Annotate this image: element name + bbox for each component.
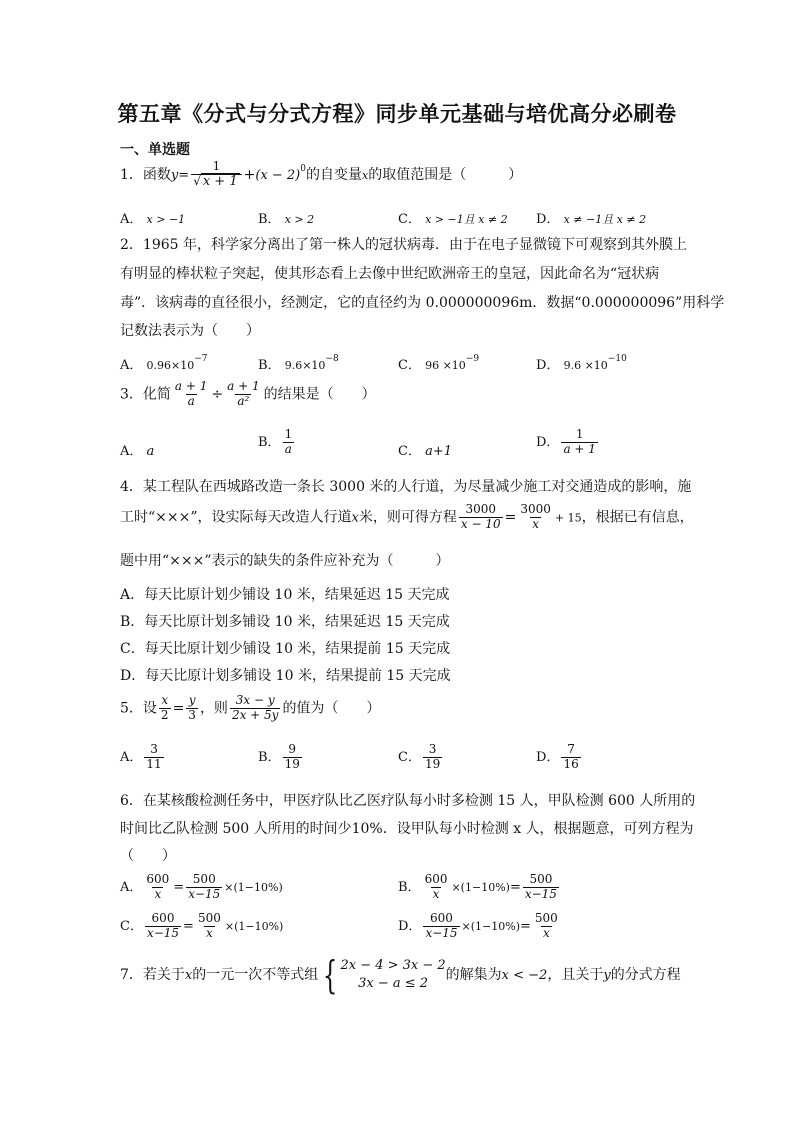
q3-option-a[interactable]: A． a xyxy=(120,444,155,459)
q1-option-a[interactable]: A． x > −1 xyxy=(120,212,186,227)
q1-option-d[interactable]: D． x ≠ −1且 x ≠ 2 xyxy=(536,212,647,227)
q2-option-a[interactable]: A． $0.96\times 10^{-7}$ xyxy=(120,354,208,373)
q4-line-1: 4．某工程队在西城路改造一条长 3000 米的人行道，为尽量减少施工对交通造成的影响，施 xyxy=(120,479,692,495)
q1-paren: (x − 2) xyxy=(255,167,301,183)
q4-option-c[interactable]: C．每天比原计划少铺设 10 米，结果提前 15 天完成 xyxy=(120,641,451,657)
q2-line-3: 毒”．该病毒的直径很小，经测定，它的直径约为 0.000000096m．数据“0.000000096”用科学 xyxy=(120,295,725,311)
q2-option-b[interactable]: B． $9.6\times 10^{-8}$ xyxy=(258,354,339,373)
q5-option-c[interactable]: C． $\frac{3}{19}$ xyxy=(398,742,441,771)
q1-equals: = xyxy=(178,167,190,183)
q1-option-c[interactable]: C． x > −1且 x ≠ 2 xyxy=(398,212,508,227)
q5-option-d[interactable]: D． $\frac{7}{16}$ xyxy=(536,742,579,771)
q6-option-d[interactable]: D． $\frac{600}{x-15}$ ×(1−10%)= $\frac{500}{x}$ xyxy=(398,911,558,940)
q1-fraction: $\frac{1}{√ x + 1}$ xyxy=(191,160,241,190)
q7-inequality-system: { 2x − 4 > 3x − 2 3x − a ≤ 2 xyxy=(323,953,446,997)
q5-option-b[interactable]: B． $\frac{9}{19}$ xyxy=(258,742,300,771)
page-title: 第五章《分式与分式方程》同步单元基础与培优高分必刷卷 xyxy=(117,101,677,126)
q4-option-a[interactable]: A．每天比原计划少铺设 10 米，结果延迟 15 天完成 xyxy=(120,587,450,603)
q4-option-d[interactable]: D．每天比原计划多铺设 10 米，结果提前 15 天完成 xyxy=(120,668,451,684)
section-heading: 一、单选题 xyxy=(120,142,190,158)
q4-line-2: 工时“×××”，设实际每天改造人行道x米，则可得方程 $\frac{3000}{x - 10}$ = $\frac{3000}{x}$ + 15，根据已有信息， xyxy=(120,502,694,531)
q6-line-1: 6．在某核酸检测任务中，甲医疗队比乙医疗队每小时多检测 15 人，甲队检测 600 人所用的 xyxy=(120,793,696,809)
q2-line-2: 有明显的棒状粒子突起，使其形态看上去像中世纪欧洲帝王的皇冠，因此命名为“冠状病 xyxy=(120,266,660,282)
q2-option-d[interactable]: D． $9.6 \times 10^{-10}$ xyxy=(536,354,627,373)
q3-option-b[interactable]: B． $\frac{1}{a}$ xyxy=(258,427,293,456)
q6-line-3: （ ） xyxy=(120,848,176,864)
q2-line-4: 记数法表示为（ ） xyxy=(120,323,260,339)
q4-option-b[interactable]: B．每天比原计划多铺设 10 米，结果延迟 15 天完成 xyxy=(120,614,450,630)
q2-line-1: 2．1965 年，科学家分离出了第一株人的冠状病毒．由于在电子显微镜下可观察到其外膜上 xyxy=(120,237,687,253)
q3-option-d[interactable]: D． $\frac{1}{a + 1}$ xyxy=(536,427,596,456)
q6-option-b[interactable]: B． $\frac{600}{x}$ ×(1−10%)= $\frac{500}{x-15}$ xyxy=(398,872,557,901)
q1-option-b[interactable]: B． x > 2 xyxy=(258,212,315,227)
q6-line-2: 时间比乙队检测 500 人所用的时间少10%．设甲队每小时检测 x 人，根据题意，可列方程为 xyxy=(120,821,694,837)
q1-var-y: y xyxy=(170,167,179,183)
question-5: 5．设 $\frac{x}{2}$ = $\frac{y}{3}$ ，则 $\frac{3x - y}{2x + 5y}$ 的值为（ ） xyxy=(120,693,381,722)
q6-option-a[interactable]: A． $\frac{600}{x}$ = $\frac{500}{x-15}$ ×(1−10%) xyxy=(120,872,283,901)
question-1: 1．函数y= $\frac{1}{√ x + 1}$ $+(x - 2)^0$的自变量x的取值范围是（ ） xyxy=(120,159,523,189)
q3-option-c[interactable]: C． a+1 xyxy=(398,444,453,459)
q4-line-3: 题中用“×××”表示的缺失的条件应补充为（ ） xyxy=(120,553,450,569)
question-3: 3．化简 $\frac{a + 1}{a}$ ÷ $\frac{a + 1}{\text{a²}}$ 的结果是（ ） xyxy=(120,379,376,408)
q1-number: 1．函数 xyxy=(120,166,171,183)
q6-option-c[interactable]: C． $\frac{600}{x-15}$ = $\frac{500}{x}$ ×(1−10%) xyxy=(120,911,284,940)
q2-option-c[interactable]: C． $96 \times 10^{-9}$ xyxy=(398,354,480,373)
question-7: 7．若关于x的一元一次不等式组 { 2x − 4 > 3x − 2 3x − a ≤ 2 的解集为x < −2，且关于y的分式方程 xyxy=(120,953,681,997)
q5-option-a[interactable]: A． $\frac{3}{11}$ xyxy=(120,742,162,771)
